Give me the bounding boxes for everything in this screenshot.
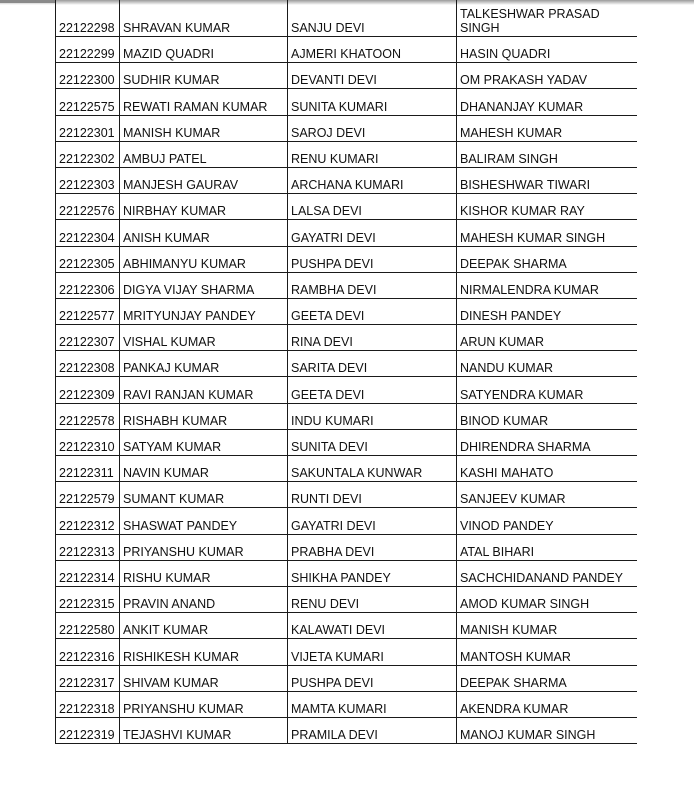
roll-number-cell: 22122304 xyxy=(56,220,120,246)
roll-number-cell: 22122311 xyxy=(56,456,120,482)
mother-name-cell: SAROJ DEVI xyxy=(288,115,457,141)
roll-number-cell: 22122300 xyxy=(56,63,120,89)
student-name-cell: SUDHIR KUMAR xyxy=(120,63,288,89)
father-name-cell: ATAL BIHARI xyxy=(457,534,638,560)
father-name-cell: SATYENDRA KUMAR xyxy=(457,377,638,403)
student-name-cell: MRITYUNJAY PANDEY xyxy=(120,298,288,324)
table-row xyxy=(56,560,638,586)
father-name-cell: BINOD KUMAR xyxy=(457,403,638,429)
mother-name-cell: RENU KUMARI xyxy=(288,141,457,167)
roll-number-cell: 22122312 xyxy=(56,508,120,534)
table-row xyxy=(56,298,638,324)
student-name-cell: TEJASHVI KUMAR xyxy=(120,717,288,743)
student-name-cell: RISHU KUMAR xyxy=(120,560,288,586)
student-name-cell: SATYAM KUMAR xyxy=(120,429,288,455)
student-name-cell: SHIVAM KUMAR xyxy=(120,665,288,691)
father-name-cell: ARUN KUMAR xyxy=(457,325,638,351)
roll-number-cell: 22122575 xyxy=(56,89,120,115)
student-name-cell: SUMANT KUMAR xyxy=(120,482,288,508)
mother-name-cell: RAMBHA DEVI xyxy=(288,272,457,298)
table-row xyxy=(56,665,638,691)
father-name-cell: DEEPAK SHARMA xyxy=(457,665,638,691)
mother-name-cell: PRABHA DEVI xyxy=(288,534,457,560)
father-name-cell: BALIRAM SINGH xyxy=(457,141,638,167)
table-row xyxy=(56,482,638,508)
roll-number-cell: 22122305 xyxy=(56,246,120,272)
father-name-cell: DHIRENDRA SHARMA xyxy=(457,429,638,455)
table-row xyxy=(56,0,638,37)
mother-name-cell: GAYATRI DEVI xyxy=(288,508,457,534)
mother-name-cell: MAMTA KUMARI xyxy=(288,691,457,717)
father-name-cell: MAHESH KUMAR SINGH xyxy=(457,220,638,246)
roll-number-cell: 22122309 xyxy=(56,377,120,403)
roll-number-cell: 22122310 xyxy=(56,429,120,455)
student-name-cell: PRIYANSHU KUMAR xyxy=(120,691,288,717)
roll-number-cell: 22122313 xyxy=(56,534,120,560)
mother-name-cell: SARITA DEVI xyxy=(288,351,457,377)
roll-number-cell: 22122314 xyxy=(56,560,120,586)
mother-name-cell: SAKUNTALA KUNWAR xyxy=(288,456,457,482)
father-name-cell: SACHCHIDANAND PANDEY xyxy=(457,560,638,586)
student-name-cell: REWATI RAMAN KUMAR xyxy=(120,89,288,115)
father-name-cell: MANISH KUMAR xyxy=(457,613,638,639)
mother-name-cell: RENU DEVI xyxy=(288,586,457,612)
table-row xyxy=(56,141,638,167)
mother-name-cell: PUSHPA DEVI xyxy=(288,665,457,691)
father-name-cell: VINOD PANDEY xyxy=(457,508,638,534)
father-name-cell: BISHESHWAR TIWARI xyxy=(457,167,638,193)
father-name-cell: OM PRAKASH YADAV xyxy=(457,63,638,89)
mother-name-cell: GEETA DEVI xyxy=(288,298,457,324)
mother-name-cell: GEETA DEVI xyxy=(288,377,457,403)
father-name-line-1: TALKESHWAR PRASAD xyxy=(460,7,600,21)
viewer-top-edge xyxy=(0,0,55,3)
mother-name-cell: KALAWATI DEVI xyxy=(288,613,457,639)
table-row xyxy=(56,534,638,560)
student-name-cell: ANKIT KUMAR xyxy=(120,613,288,639)
table-row xyxy=(56,613,638,639)
father-name-cell: SANJEEV KUMAR xyxy=(457,482,638,508)
mother-name-cell: GAYATRI DEVI xyxy=(288,220,457,246)
student-name-cell: MANJESH GAURAV xyxy=(120,167,288,193)
mother-name-cell: AJMERI KHATOON xyxy=(288,37,457,63)
student-name-cell: RISHIKESH KUMAR xyxy=(120,639,288,665)
roll-number-cell: 22122580 xyxy=(56,613,120,639)
roster-body xyxy=(56,0,638,744)
student-name-cell: SHRAVAN KUMAR xyxy=(120,0,288,37)
father-name-cell: HASIN QUADRI xyxy=(457,37,638,63)
student-name-cell: PRIYANSHU KUMAR xyxy=(120,534,288,560)
student-name-cell: ABHIMANYU KUMAR xyxy=(120,246,288,272)
mother-name-cell: RINA DEVI xyxy=(288,325,457,351)
table-row xyxy=(56,167,638,193)
roll-number-cell: 22122306 xyxy=(56,272,120,298)
roll-number-cell: 22122316 xyxy=(56,639,120,665)
student-name-cell: PRAVIN ANAND xyxy=(120,586,288,612)
mother-name-cell: ARCHANA KUMARI xyxy=(288,167,457,193)
table-row xyxy=(56,717,638,743)
table-row xyxy=(56,89,638,115)
roll-number-cell: 22122319 xyxy=(56,717,120,743)
roll-number-cell: 22122578 xyxy=(56,403,120,429)
roll-number-cell: 22122303 xyxy=(56,167,120,193)
student-name-cell: ANISH KUMAR xyxy=(120,220,288,246)
table-row xyxy=(56,691,638,717)
table-row xyxy=(56,429,638,455)
father-name-cell: NIRMALENDRA KUMAR xyxy=(457,272,638,298)
roll-number-cell: 22122307 xyxy=(56,325,120,351)
roll-number-cell: 22122301 xyxy=(56,115,120,141)
mother-name-cell: DEVANTI DEVI xyxy=(288,63,457,89)
student-name-cell: NAVIN KUMAR xyxy=(120,456,288,482)
roll-number-cell: 22122315 xyxy=(56,586,120,612)
roll-number-cell: 22122317 xyxy=(56,665,120,691)
student-name-cell: DIGYA VIJAY SHARMA xyxy=(120,272,288,298)
roll-number-cell: 22122576 xyxy=(56,194,120,220)
father-name-cell: AKENDRA KUMAR xyxy=(457,691,638,717)
table-row xyxy=(56,325,638,351)
table-row xyxy=(56,272,638,298)
father-name-line-2: SINGH xyxy=(460,21,500,35)
table-row xyxy=(56,246,638,272)
roll-number-cell: 22122577 xyxy=(56,298,120,324)
table-row xyxy=(56,403,638,429)
table-row xyxy=(56,37,638,63)
mother-name-cell: RUNTI DEVI xyxy=(288,482,457,508)
father-name-cell: MAHESH KUMAR xyxy=(457,115,638,141)
roll-number-cell: 22122318 xyxy=(56,691,120,717)
student-name-cell: AMBUJ PATEL xyxy=(120,141,288,167)
table-row xyxy=(56,377,638,403)
father-name-cell: MANOJ KUMAR SINGH xyxy=(457,717,638,743)
student-name-cell: SHASWAT PANDEY xyxy=(120,508,288,534)
table-row xyxy=(56,586,638,612)
father-name-cell: NANDU KUMAR xyxy=(457,351,638,377)
student-roster-table xyxy=(55,0,637,744)
mother-name-cell: SHIKHA PANDEY xyxy=(288,560,457,586)
document-sheet xyxy=(55,0,637,786)
mother-name-cell: VIJETA KUMARI xyxy=(288,639,457,665)
father-name-cell: KISHOR KUMAR RAY xyxy=(457,194,638,220)
roll-number-cell: 22122302 xyxy=(56,141,120,167)
father-name-cell: DHANANJAY KUMAR xyxy=(457,89,638,115)
mother-name-cell: INDU KUMARI xyxy=(288,403,457,429)
father-name-cell: MANTOSH KUMAR xyxy=(457,639,638,665)
student-name-cell: MANISH KUMAR xyxy=(120,115,288,141)
mother-name-cell: SUNITA KUMARI xyxy=(288,89,457,115)
table-row xyxy=(56,194,638,220)
table-row xyxy=(56,508,638,534)
student-name-cell: RISHABH KUMAR xyxy=(120,403,288,429)
father-name-cell: KASHI MAHATO xyxy=(457,456,638,482)
father-name-cell: DEEPAK SHARMA xyxy=(457,246,638,272)
table-row xyxy=(56,63,638,89)
mother-name-cell: SANJU DEVI xyxy=(288,0,457,37)
table-row xyxy=(56,351,638,377)
student-name-cell: RAVI RANJAN KUMAR xyxy=(120,377,288,403)
student-name-cell: MAZID QUADRI xyxy=(120,37,288,63)
student-name-cell: PANKAJ KUMAR xyxy=(120,351,288,377)
father-name-cell xyxy=(457,0,638,37)
student-name-cell: NIRBHAY KUMAR xyxy=(120,194,288,220)
table-row xyxy=(56,220,638,246)
father-name-cell: DINESH PANDEY xyxy=(457,298,638,324)
table-row xyxy=(56,456,638,482)
roll-number-cell: 22122308 xyxy=(56,351,120,377)
mother-name-cell: PRAMILA DEVI xyxy=(288,717,457,743)
mother-name-cell: PUSHPA DEVI xyxy=(288,246,457,272)
father-name-cell: AMOD KUMAR SINGH xyxy=(457,586,638,612)
student-name-cell: VISHAL KUMAR xyxy=(120,325,288,351)
table-row xyxy=(56,115,638,141)
table-row xyxy=(56,639,638,665)
mother-name-cell: SUNITA DEVI xyxy=(288,429,457,455)
roll-number-cell: 22122579 xyxy=(56,482,120,508)
roll-number-cell: 22122298 xyxy=(56,0,120,37)
mother-name-cell: LALSA DEVI xyxy=(288,194,457,220)
roll-number-cell: 22122299 xyxy=(56,37,120,63)
